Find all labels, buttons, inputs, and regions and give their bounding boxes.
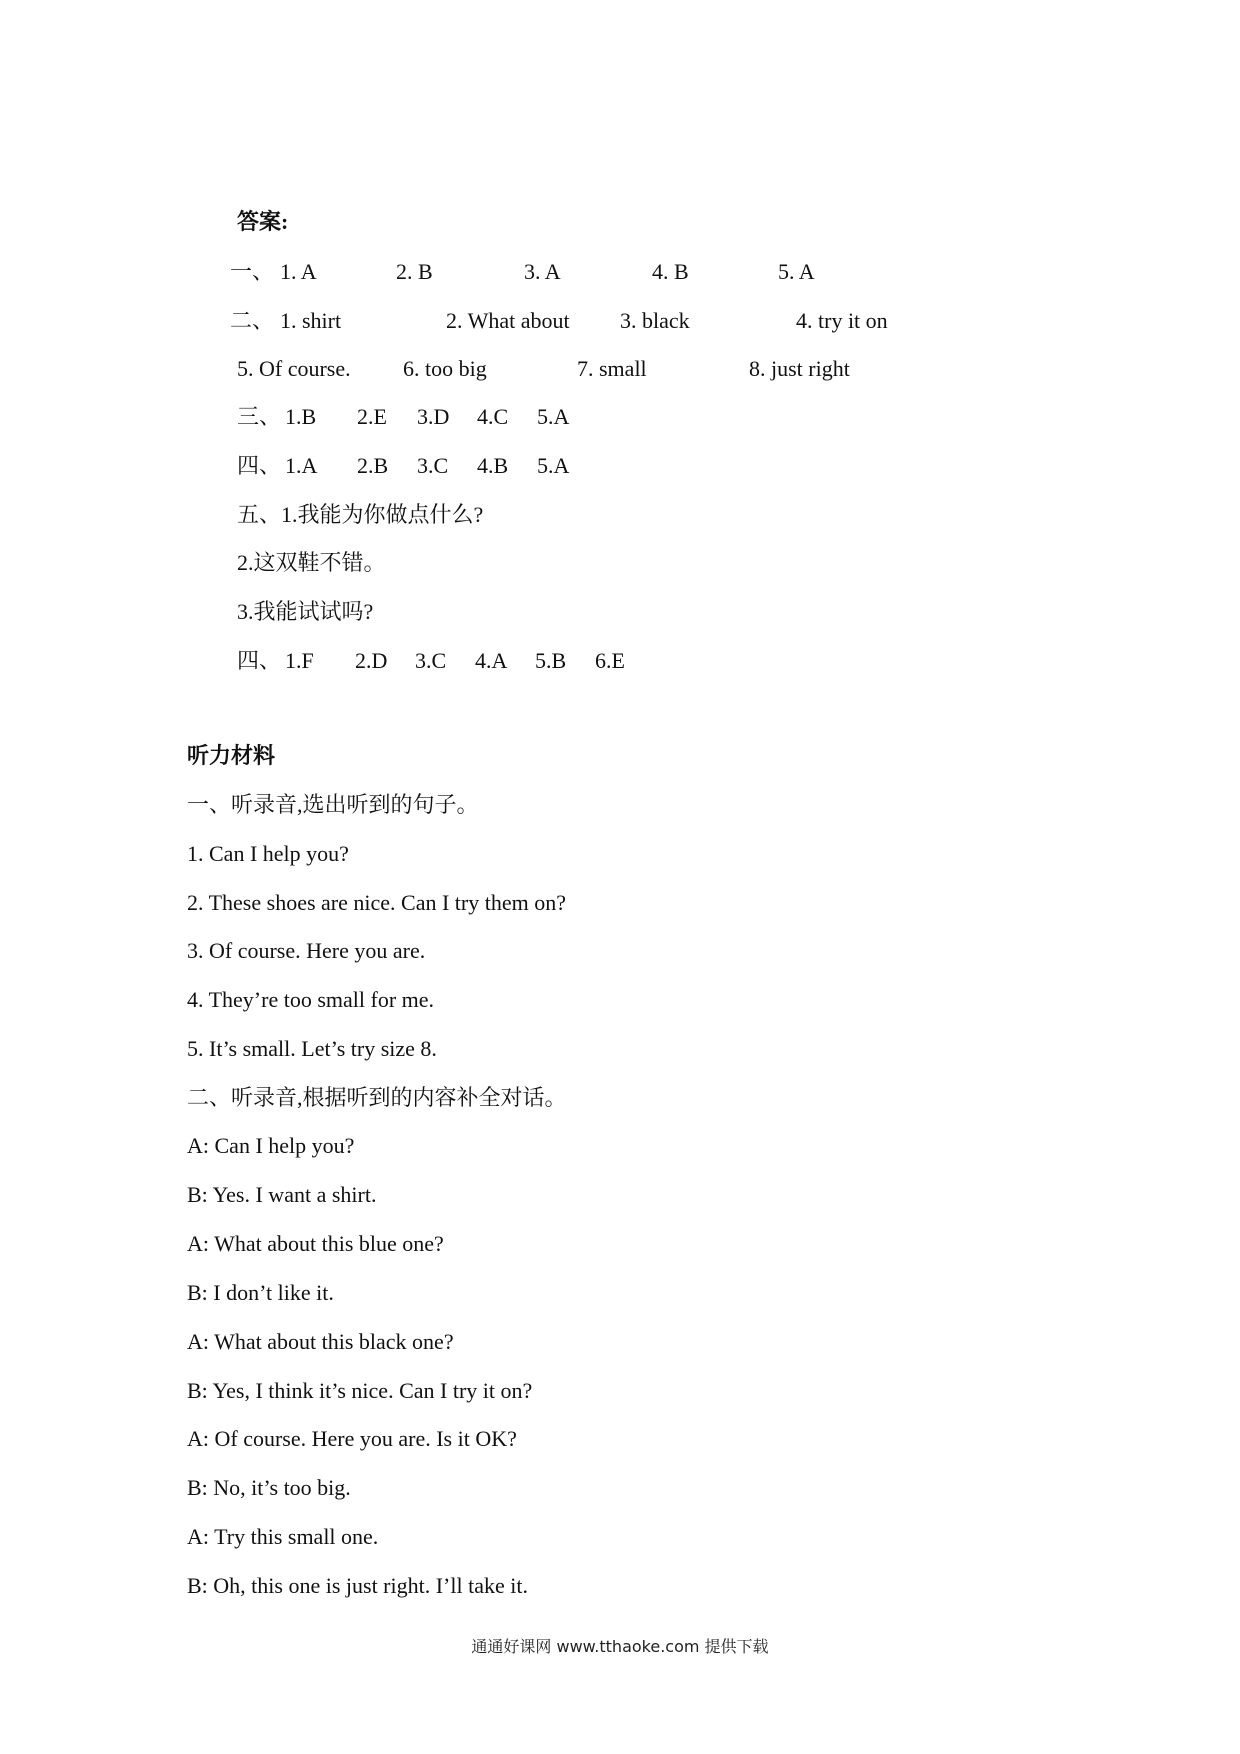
part1-line: 1. Can I help you?	[187, 841, 349, 866]
answer-item: 5.A	[537, 404, 570, 429]
answer-item: 3.C	[417, 453, 449, 478]
part1-line: 3. Of course. Here you are.	[187, 938, 426, 963]
dialogue-line: B: I don’t like it.	[187, 1280, 334, 1305]
part1-title: 一、听录音,选出听到的句子。	[187, 792, 479, 817]
dialogue-line: A: What about this black one?	[187, 1329, 454, 1354]
answer-item: 2.D	[355, 648, 388, 673]
part1-line: 4. They’re too small for me.	[187, 987, 435, 1012]
listening-heading: 听力材料	[187, 743, 276, 768]
answer-item: 7. small	[577, 356, 647, 381]
answer-item: 3.D	[417, 404, 450, 429]
row-prefix: 二、	[230, 308, 275, 333]
row-prefix: 一、	[230, 259, 275, 284]
answer-item: 6.E	[595, 648, 625, 673]
answer-item: 2.B	[357, 453, 389, 478]
answer-item: 3.C	[415, 648, 447, 673]
page-footer: 通通好课网 www.tthaoke.com 提供下载	[471, 1637, 769, 1656]
dialogue-line: A: Can I help you?	[187, 1133, 355, 1158]
answer-item: 5. A	[778, 259, 815, 284]
answer-item: 5.B	[535, 648, 567, 673]
answer-item: 1. A	[280, 259, 317, 284]
answer-item: 1.A	[285, 453, 318, 478]
row-prefix: 四、	[237, 648, 282, 673]
answer-item: 5.A	[537, 453, 570, 478]
answer-item: 4.B	[477, 453, 509, 478]
part2-title: 二、听录音,根据听到的内容补全对话。	[187, 1085, 567, 1110]
row-prefix: 三、	[237, 404, 282, 429]
dialogue-line: B: No, it’s too big.	[187, 1475, 351, 1500]
answer-item: 1.F	[285, 648, 314, 673]
answer-row-6: 五、1.我能为你做点什么?	[237, 502, 484, 527]
answer-item: 1.B	[285, 404, 317, 429]
answer-item: 4. try it on	[796, 308, 888, 333]
answer-item: 2. B	[396, 259, 433, 284]
dialogue-line: A: What about this blue one?	[187, 1231, 444, 1256]
answer-row-7: 2.这双鞋不错。	[237, 550, 386, 575]
answer-item: 8. just right	[749, 356, 850, 381]
answer-item: 3. A	[524, 259, 561, 284]
answer-item: 5. Of course.	[237, 356, 351, 381]
answer-item: 1. shirt	[280, 308, 342, 333]
dialogue-line: B: Yes, I think it’s nice. Can I try it on?	[187, 1378, 533, 1403]
dialogue-line: A: Of course. Here you are. Is it OK?	[187, 1426, 517, 1451]
answers-heading: 答案:	[237, 209, 289, 234]
answer-item: 2. What about	[446, 308, 570, 333]
dialogue-line: A: Try this small one.	[187, 1524, 379, 1549]
answer-item: 4.A	[475, 648, 508, 673]
dialogue-line: B: Oh, this one is just right. I’ll take it.	[187, 1573, 528, 1598]
answer-item: 6. too big	[403, 356, 487, 381]
answer-item: 2.E	[357, 404, 387, 429]
answer-item: 4.C	[477, 404, 509, 429]
answer-item: 4. B	[652, 259, 689, 284]
answer-item: 3. black	[620, 308, 690, 333]
part1-line: 2. These shoes are nice. Can I try them on?	[187, 890, 566, 915]
answer-row-8: 3.我能试试吗?	[237, 599, 374, 624]
dialogue-line: B: Yes. I want a shirt.	[187, 1182, 377, 1207]
row-prefix: 四、	[237, 453, 282, 478]
part1-line: 5. It’s small. Let’s try size 8.	[187, 1036, 437, 1061]
